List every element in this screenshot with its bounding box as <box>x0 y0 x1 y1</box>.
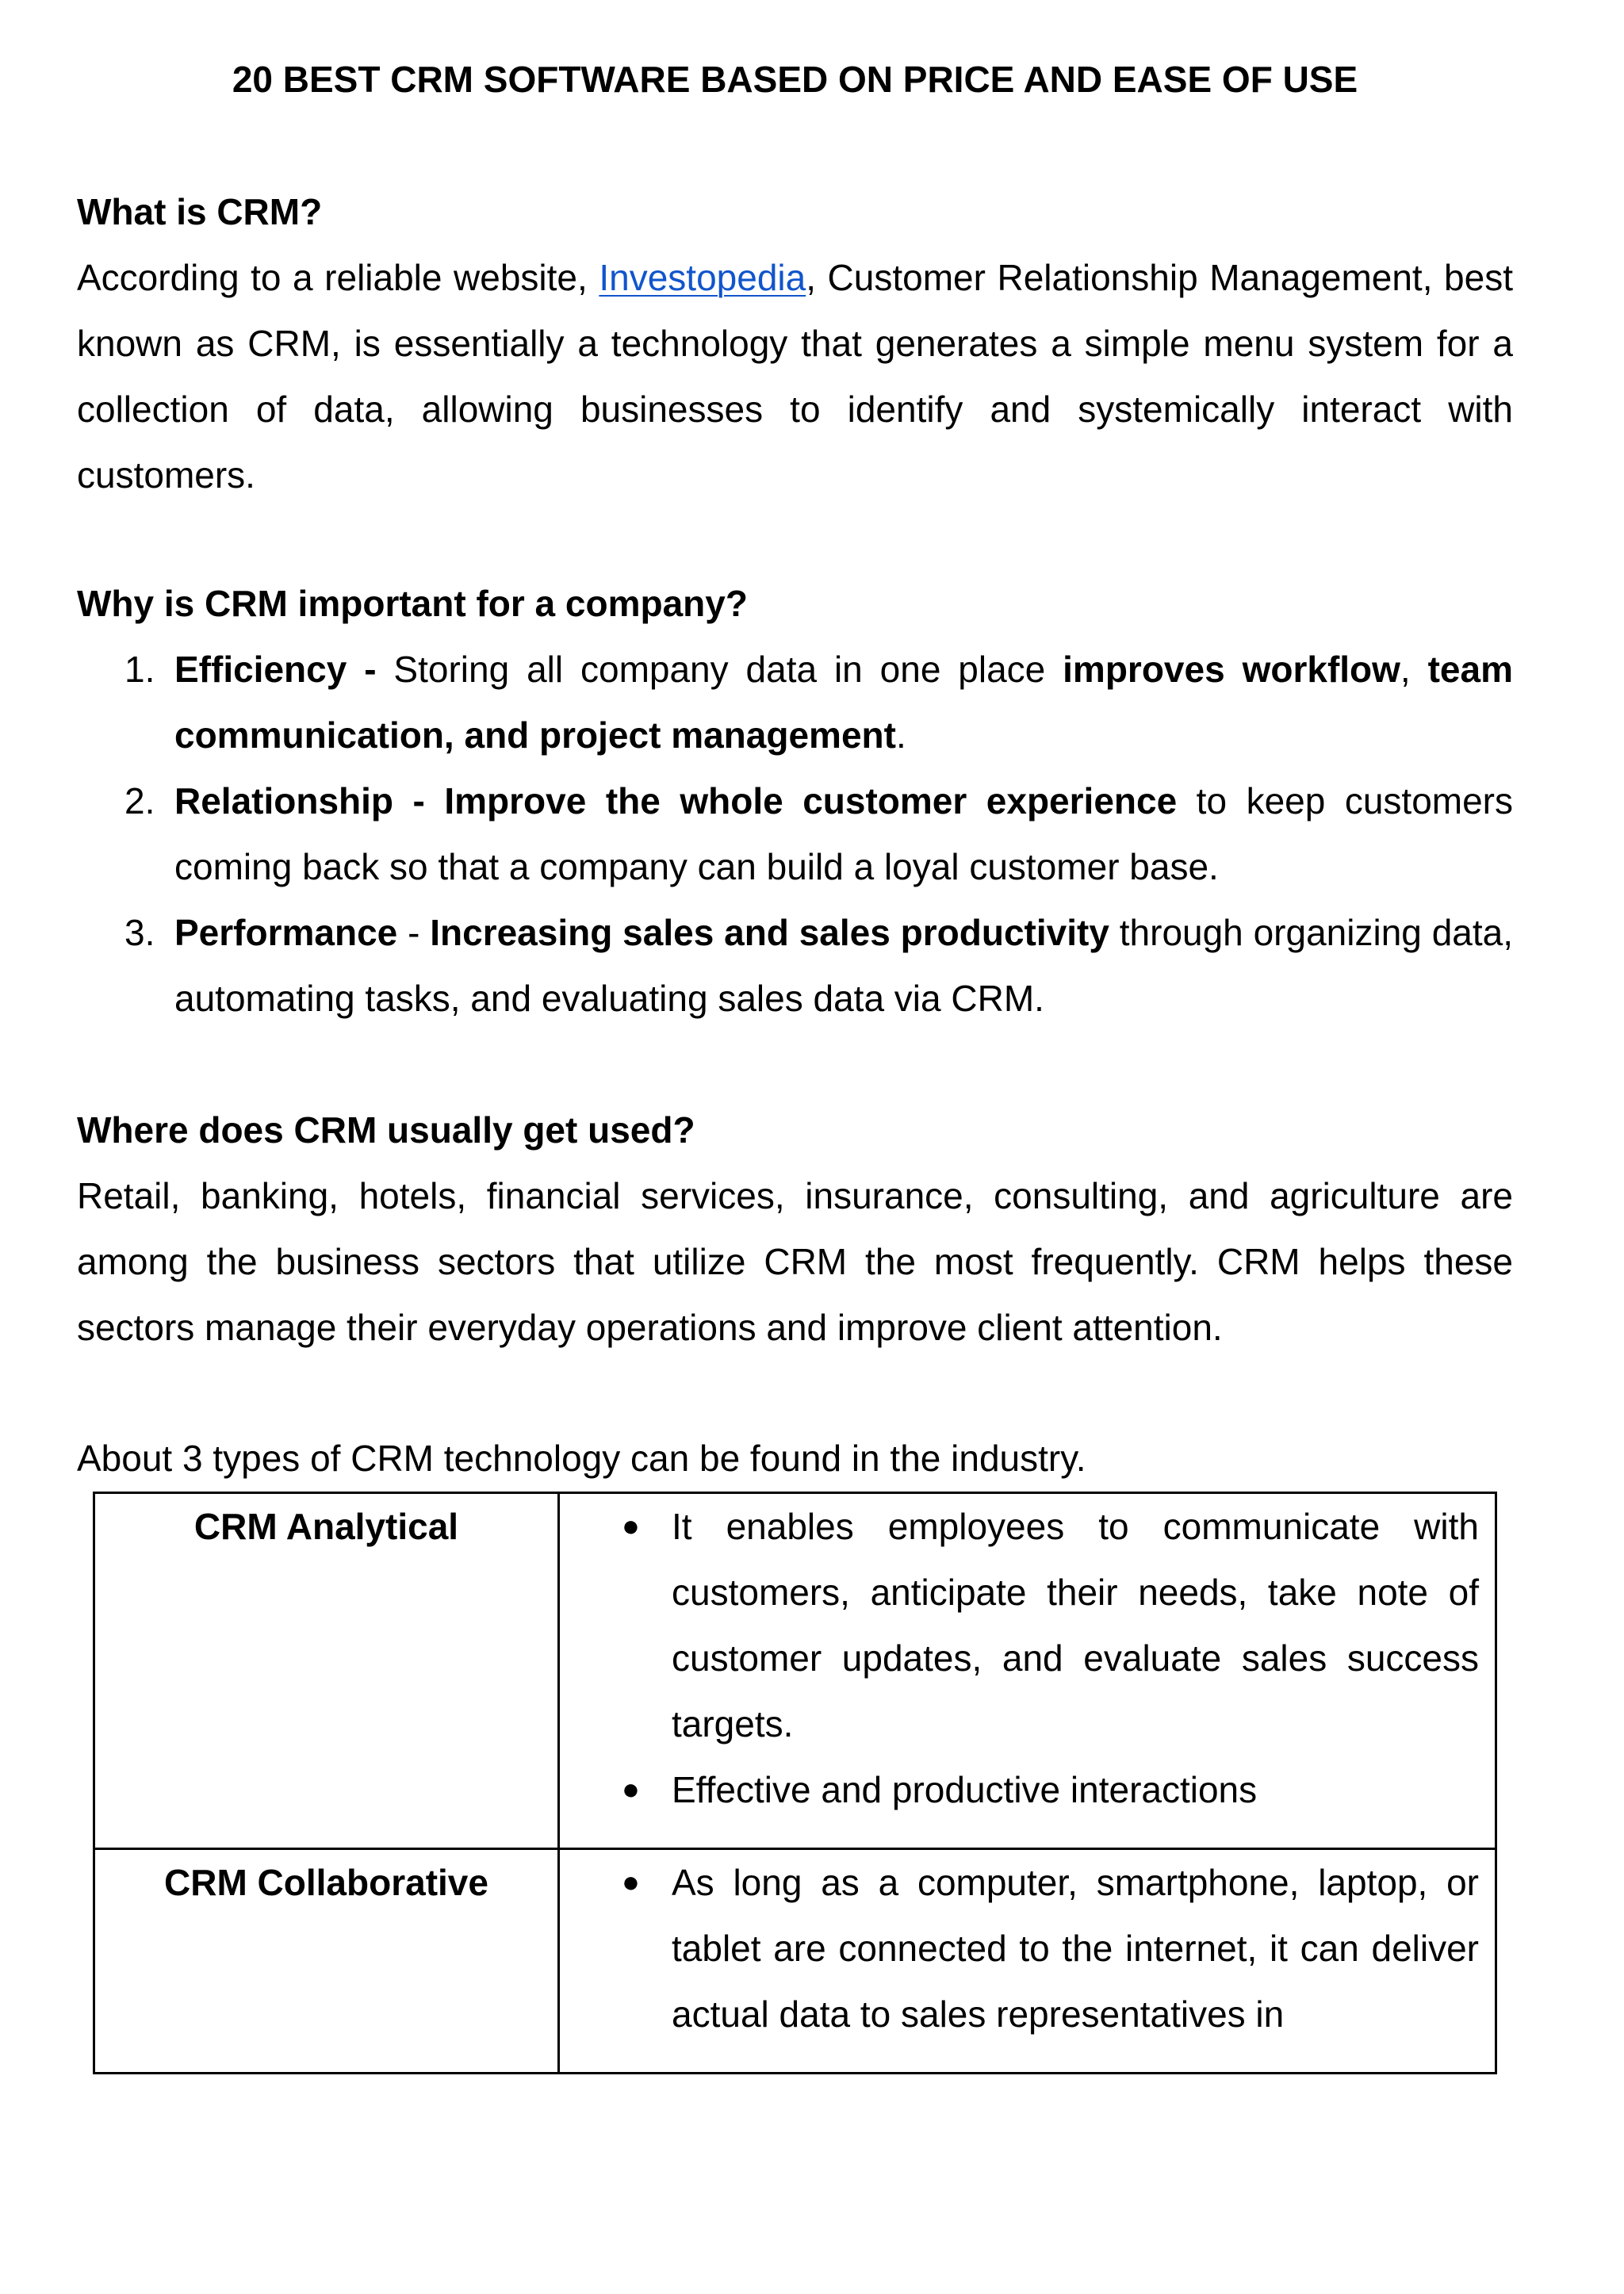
reasons-list <box>77 637 1513 1032</box>
document-title: 20 BEST CRM SOFTWARE BASED ON PRICE AND EASE OF USE <box>232 59 1358 100</box>
reason-text: to keep customers coming back so that a company can build a loyal customer base. <box>174 780 1513 887</box>
reason-label: Efficiency - <box>174 649 377 690</box>
table-row <box>94 1849 1496 2074</box>
list-number: 2. <box>124 780 155 821</box>
reason-emphasis: team communication, and project management <box>174 649 1513 756</box>
reason-text: , <box>1400 649 1428 690</box>
reason-emphasis: Increasing sales and sales productivity <box>430 912 1109 953</box>
list-number: 3. <box>124 912 155 953</box>
list-number: 1. <box>124 649 155 690</box>
bullet-icon: ● <box>622 1866 640 1899</box>
bullet-list <box>622 1850 1479 2047</box>
reason-text: Storing all company data in one place <box>376 649 1063 690</box>
crm-type-description <box>559 1493 1496 1849</box>
intro-text-before-link: According to a reliable website, <box>77 257 599 298</box>
crm-types-table <box>93 1492 1497 2074</box>
heading-what-is-crm: What is CRM? <box>77 191 323 232</box>
bullet-list <box>622 1494 1479 1823</box>
reason-text: - <box>397 912 431 953</box>
where-crm-used-paragraph: Retail, banking, hotels, financial services, insurance, consulting, and agriculture are among the business sectors that utilize CRM the most frequently. CRM helps these sectors manage their everyday operations and improve client attention. <box>77 1175 1513 1348</box>
reason-label: Performance <box>174 912 398 953</box>
bullet-text: As long as a computer, smartphone, laptop, or tablet are connected to the internet, it can deliver actual data to sales representatives in <box>672 1862 1479 2035</box>
investopedia-link[interactable]: Investopedia <box>599 257 806 298</box>
reason-emphasis: improves workflow <box>1063 649 1400 690</box>
reason-label: Relationship - Improve the whole customer experience <box>174 780 1178 821</box>
what-is-crm-paragraph <box>77 245 1513 508</box>
table-row <box>94 1493 1496 1849</box>
list-item <box>77 900 1513 1032</box>
crm-type-name: CRM Analytical <box>94 1493 559 1849</box>
crm-type-description <box>559 1849 1496 2074</box>
crm-types-intro: About 3 types of CRM technology can be found in the industry. <box>77 1438 1086 1479</box>
bullet-text: Effective and productive interactions <box>672 1769 1258 1810</box>
list-item <box>622 1494 1479 1757</box>
bullet-icon: ● <box>622 1773 640 1806</box>
reason-text: . <box>895 714 906 756</box>
list-item <box>622 1850 1479 2047</box>
crm-type-name: CRM Collaborative <box>94 1849 559 2074</box>
bullet-icon: ● <box>622 1510 640 1543</box>
bullet-text: It enables employees to communicate with customers, anticipate their needs, take note of customer updates, and evaluate sales success targets. <box>672 1506 1479 1744</box>
reason-text: through organizing data, automating tasks, and evaluating sales data via CRM. <box>174 912 1514 1019</box>
list-item <box>77 637 1513 768</box>
intro-text-after-link: , Customer Relationship Management, best known as CRM, is essentially a technology that generates a simple menu system for a collection of data, allowing businesses to identify and systemically interact with customers. <box>77 257 1513 496</box>
list-item <box>622 1757 1479 1823</box>
heading-where-crm-used: Where does CRM usually get used? <box>77 1109 695 1151</box>
list-item <box>77 768 1513 900</box>
heading-why-crm-important: Why is CRM important for a company? <box>77 583 748 624</box>
